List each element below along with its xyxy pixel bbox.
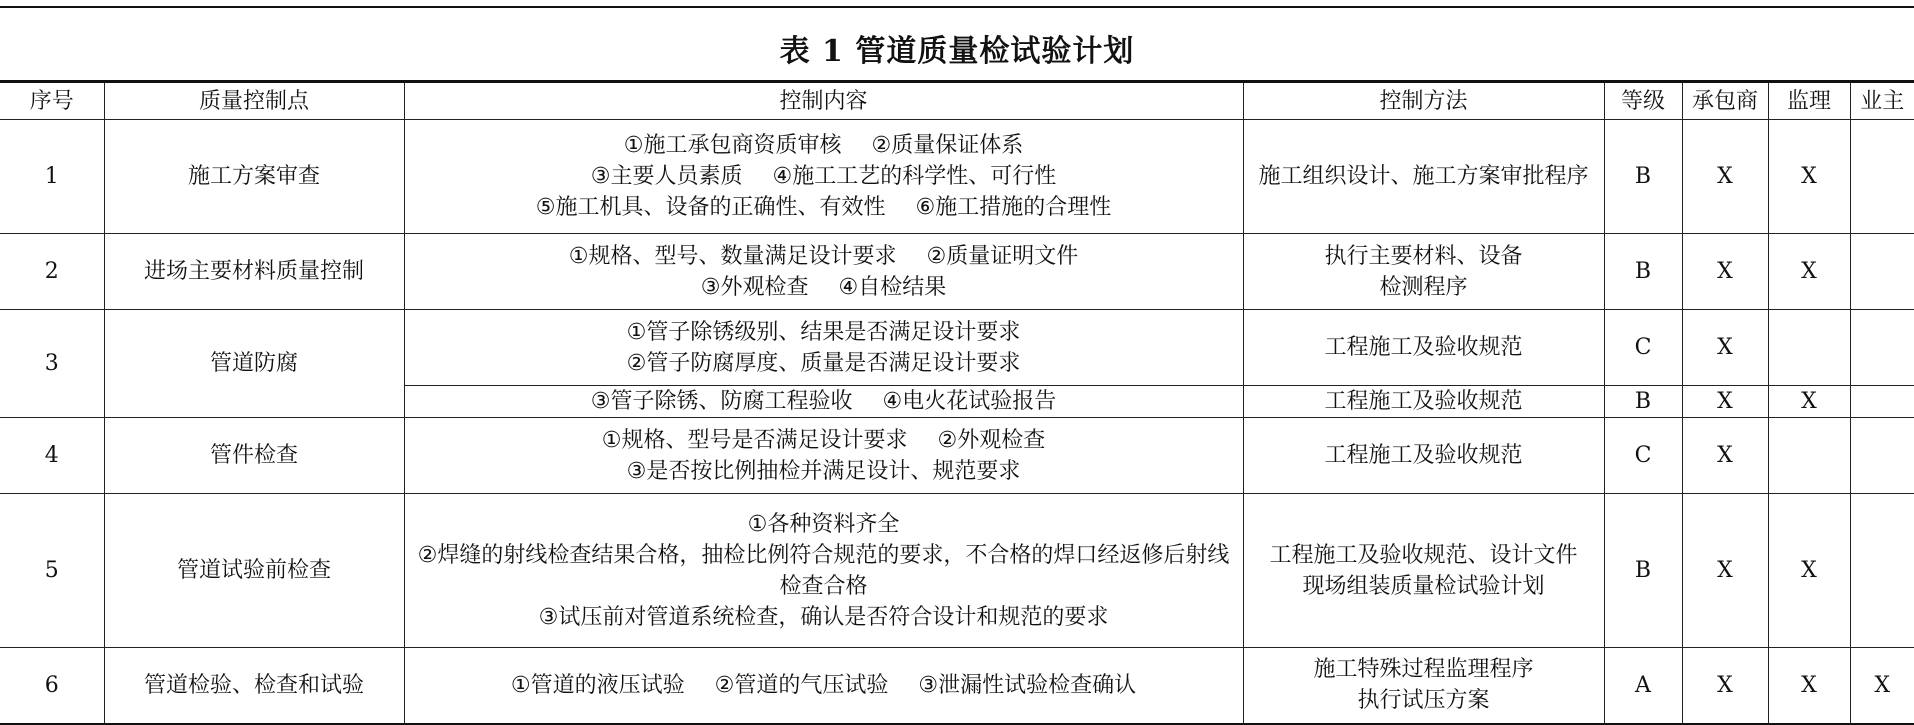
header-cell-method: 控制方法 (1243, 82, 1604, 120)
row-content (404, 386, 1243, 418)
row-method (1243, 648, 1604, 724)
row-contractor: X (1682, 310, 1768, 386)
row-method: 工程施工及验收规范 (1243, 386, 1604, 418)
row-method (1243, 234, 1604, 310)
method-line: 检测程序 (1379, 274, 1468, 300)
row-supervisor: X (1768, 494, 1850, 648)
row-supervisor (1768, 418, 1850, 494)
row-owner (1850, 234, 1914, 310)
row-content (404, 234, 1243, 310)
content-item: ⑤施工机具、设备的正确性、有效性 (535, 195, 886, 220)
row-supervisor: X (1768, 386, 1850, 418)
row-contractor: X (1682, 494, 1768, 648)
header-cell-content: 控制内容 (404, 82, 1243, 120)
row-contractor: X (1682, 648, 1768, 724)
row-method (1243, 494, 1604, 648)
row-supervisor: X (1768, 648, 1850, 724)
row-no: 5 (0, 494, 104, 648)
content-item: ①管子除锈级别、结果是否满足设计要求 (626, 319, 1021, 345)
row-content (404, 418, 1243, 494)
row-no: 2 (0, 234, 104, 310)
row-contractor: X (1682, 386, 1768, 418)
row-owner (1850, 120, 1914, 234)
header-cell-no: 序号 (0, 82, 104, 120)
table-row (0, 310, 1914, 386)
table-row (0, 418, 1914, 494)
table-row (0, 648, 1914, 724)
row-grade: B (1604, 120, 1682, 234)
table-row (0, 494, 1914, 648)
row-grade: A (1604, 648, 1682, 724)
row-no: 3 (0, 310, 104, 418)
row-content (404, 648, 1243, 724)
row-point: 施工方案审查 (104, 120, 404, 234)
top-rule (0, 6, 1914, 8)
content-item: ③试压前对管道系统检查，确认是否符合设计和规范的要求 (538, 604, 1109, 630)
row-contractor: X (1682, 234, 1768, 310)
row-owner (1850, 386, 1914, 418)
content-item: ⑥施工措施的合理性 (915, 195, 1112, 220)
row-method: 施工组织设计、施工方案审批程序 (1243, 120, 1604, 234)
content-item: ③是否按比例抽检并满足设计、规范要求 (626, 458, 1021, 484)
row-no: 4 (0, 418, 104, 494)
row-grade: C (1604, 310, 1682, 386)
content-item: ①施工承包商资质审核 (623, 133, 842, 158)
content-item: ④施工工艺的科学性、可行性 (772, 164, 1057, 189)
method-line: 现场组装质量检试验计划 (1302, 573, 1545, 599)
row-grade: B (1604, 386, 1682, 418)
row-content (404, 494, 1243, 648)
row-method: 工程施工及验收规范 (1243, 310, 1604, 386)
row-point: 管道检验、检查和试验 (104, 648, 404, 724)
row-no: 6 (0, 648, 104, 724)
row-grade: B (1604, 494, 1682, 648)
row-owner (1850, 418, 1914, 494)
row-contractor: X (1682, 418, 1768, 494)
row-method: 工程施工及验收规范 (1243, 418, 1604, 494)
row-supervisor (1768, 310, 1850, 386)
content-item: ②外观检查 (937, 427, 1046, 453)
content-item: ③外观检查 (700, 274, 809, 300)
row-owner: X (1850, 648, 1914, 724)
row-content (404, 310, 1243, 386)
row-grade: B (1604, 234, 1682, 310)
row-point: 管道防腐 (104, 310, 404, 418)
row-grade: C (1604, 418, 1682, 494)
header-cell-point: 质量控制点 (104, 82, 404, 120)
method-line: 工程施工及验收规范、设计文件 (1269, 542, 1578, 568)
content-item: ②管子防腐厚度、质量是否满足设计要求 (626, 350, 1021, 376)
content-item: ②质量保证体系 (871, 133, 1024, 158)
header-cell-contractor: 承包商 (1682, 82, 1768, 120)
content-item: ②管道的气压试验 (714, 672, 889, 698)
header-row (0, 82, 1914, 120)
row-owner (1850, 494, 1914, 648)
content-item: ③泄漏性试验检查确认 (918, 672, 1137, 698)
row-content (404, 120, 1243, 234)
content-item: ①管道的液压试验 (510, 672, 685, 698)
header-cell-owner: 业主 (1850, 82, 1914, 120)
content-item: ④自检结果 (838, 274, 947, 300)
method-line: 执行主要材料、设备 (1324, 243, 1523, 269)
content-item: ③主要人员素质 (590, 164, 743, 189)
content-item: ①规格、型号、数量满足设计要求 (568, 243, 897, 269)
content-item: ④电火花试验报告 (882, 389, 1057, 414)
content-item: ②焊缝的射线检查结果合格，抽检比例符合规范的要求，不合格的焊口经返修后射线检查合格 (417, 542, 1230, 599)
header-cell-grade: 等级 (1604, 82, 1682, 120)
row-point: 管道试验前检查 (104, 494, 404, 648)
quality-plan-table (0, 80, 1914, 725)
header-cell-supervisor: 监理 (1768, 82, 1850, 120)
method-line: 施工特殊过程监理程序 (1313, 657, 1534, 683)
table-row (0, 234, 1914, 310)
row-contractor: X (1682, 120, 1768, 234)
method-line: 执行试压方案 (1357, 688, 1490, 714)
content-item: ①规格、型号是否满足设计要求 (601, 427, 908, 453)
content-item: ①各种资料齐全 (747, 511, 900, 537)
row-supervisor: X (1768, 234, 1850, 310)
content-item: ③管子除锈、防腐工程验收 (590, 389, 853, 414)
row-point: 进场主要材料质量控制 (104, 234, 404, 310)
row-owner (1850, 310, 1914, 386)
table-title: 表 1 管道质量检试验计划 (779, 34, 1135, 69)
row-no: 1 (0, 120, 104, 234)
row-supervisor: X (1768, 120, 1850, 234)
row-point: 管件检查 (104, 418, 404, 494)
table-row (0, 120, 1914, 234)
content-item: ②质量证明文件 (926, 243, 1079, 269)
